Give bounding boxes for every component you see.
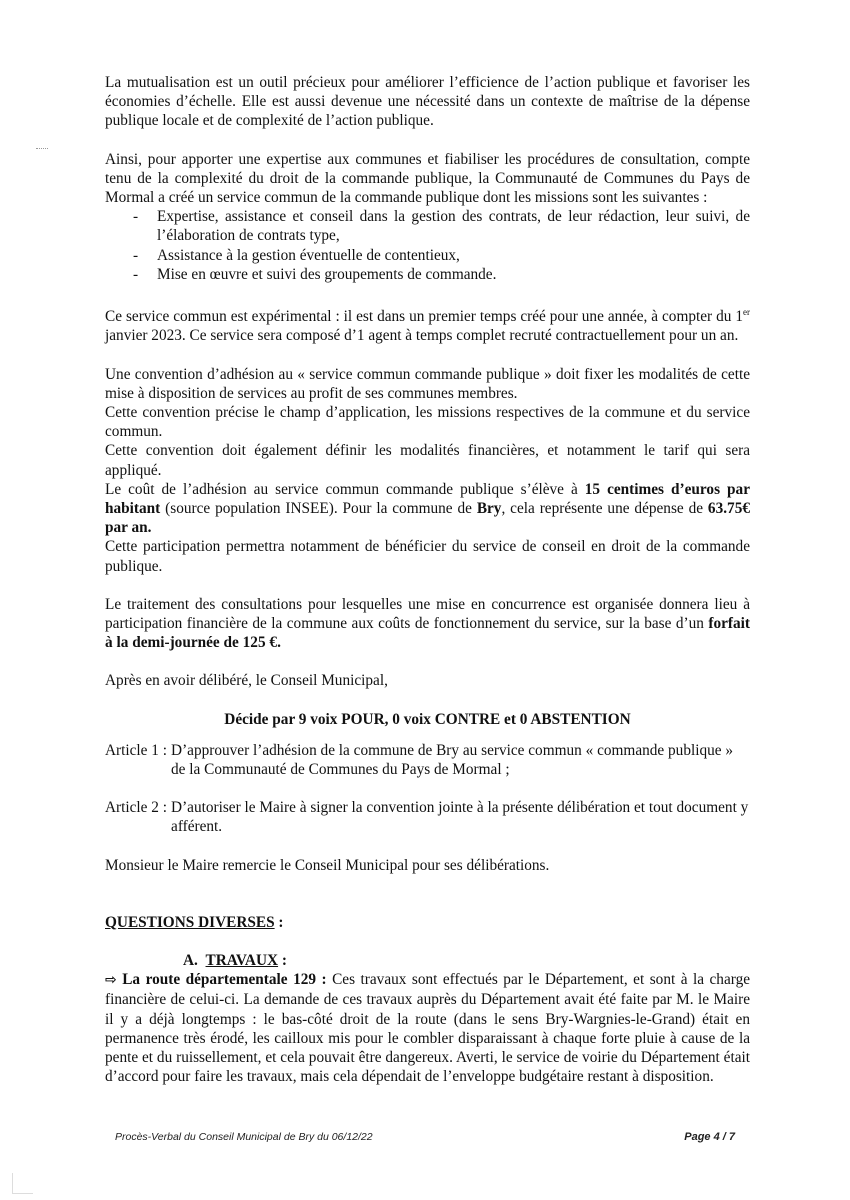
article-label: Article 2 : <box>105 799 168 817</box>
scan-mark <box>36 148 48 151</box>
paragraph-cout: Le coût de l’adhésion au service commun commande publique s’élève à 15 centimes d’euros par habitant (source population INSEE). Pour la commune de Bry, cela représente une dépense de 63.75€ par an. <box>105 480 750 537</box>
footer-document-title: Procès-Verbal du Conseil Municipal de Bry du 06/12/22 <box>115 1131 373 1143</box>
decision-vote: Décide par 9 voix POUR, 0 voix CONTRE et 0 ABSTENTION <box>224 710 631 728</box>
paragraph-deliberation: Après en avoir délibéré, le Conseil Municipal, <box>105 672 388 690</box>
document-body <box>105 73 750 1086</box>
article-text: D’autoriser le Maire à signer la convention jointe à la présente délibération et tout document y afférent. <box>171 799 749 836</box>
paragraph-experimental: Ce service commun est expérimental : il est dans un premier temps créé pour une année, à compter du 1er janvier 2023. Ce service sera composé d’1 agent à temps complet recruté contractuellement pour un an. <box>105 307 750 345</box>
paragraph-traitement: Le traitement des consultations pour lesquelles une mise en concurrence est organisée donnera lieu à participation financière de la commune aux coûts de fonctionnement du service, sur la base d’un forfait à la demi-journée de 125 €. <box>105 595 750 652</box>
article-2 <box>105 798 750 836</box>
list-item: - Expertise, assistance et conseil dans la gestion des contrats, de leur rédaction, leur suivi, de l’élaboration de contrats type, <box>133 208 750 245</box>
questions-diverses-heading: QUESTIONS DIVERSES : <box>105 913 284 931</box>
article-text: D’approuver l’adhésion de la commune de Bry au service commun « commande publique » de la Communauté de Communes du Pays de Mormal ; <box>171 741 734 778</box>
page-footer <box>115 1131 735 1143</box>
paragraph-remerciements: Monsieur le Maire remercie le Conseil Municipal pour ses délibérations. <box>105 856 550 874</box>
list-item: - Mise en œuvre et suivi des groupements de commande. <box>133 265 497 283</box>
paragraph-participation: Cette participation permettra notamment de bénéficier du service de conseil en droit de la commande publique. <box>105 538 750 575</box>
paragraph-convention-champ: Cette convention précise le champ d’application, les missions respectives de la commune et du service commun. <box>105 403 750 441</box>
right-arrow-icon: ⇨ <box>105 972 117 989</box>
article-1 <box>105 741 750 779</box>
paragraph-route-129: ⇨ La route départementale 129 : Ces travaux sont effectués par le Département, et sont à la charge financière de celui-ci. La demande de ces travaux auprès du Département avait été faite par M. le Maire il y a déjà longtemps : le bas-côté droit de la route (dans le sens Bry-Wargnies-le-Grand) était en permanence très érodé, les cailloux mis pour le combler disparaissant à chaque forte pluie à cause de la pente et du ruissellement, et cela pouvait être dangereux. Averti, le service de voirie du Département était d’accord pour faire les travaux, mais cela dépendait de l’enveloppe budgétaire restant à disposition. <box>105 971 751 1086</box>
scan-frame-corner <box>12 1173 33 1194</box>
article-label: Article 1 : <box>105 741 168 759</box>
paragraph-convention: Une convention d’adhésion au « service commun commande publique » doit fixer les modalités de cette mise à disposition de services au profit de ses communes membres. <box>105 365 750 402</box>
missions-list <box>105 207 750 284</box>
paragraph-service-commun-intro: Ainsi, pour apporter une expertise aux communes et fiabiliser les procédures de consultation, compte tenu de la complexité du droit de la commande publique, la Communauté de Communes du Pays de Mormal a créé un service commun de la commande publique dont les missions sont les suivantes : <box>105 150 750 207</box>
section-travaux-heading: A. TRAVAUX : <box>183 952 287 969</box>
paragraph-mutualisation: La mutualisation est un outil précieux pour améliorer l’efficience de l’action publique et favoriser les économies d’échelle. Elle est aussi devenue une nécessité dans un contexte de maîtrise de la dépense publique locale et de complexité de l’action publique. <box>105 74 750 130</box>
list-item: - Assistance à la gestion éventuelle de contentieux, <box>133 246 460 264</box>
paragraph-convention-financier: Cette convention doit également définir les modalités financières, et notamment le tarif qui sera appliqué. <box>105 442 750 479</box>
footer-page-number: Page 4 / 7 <box>684 1131 735 1143</box>
